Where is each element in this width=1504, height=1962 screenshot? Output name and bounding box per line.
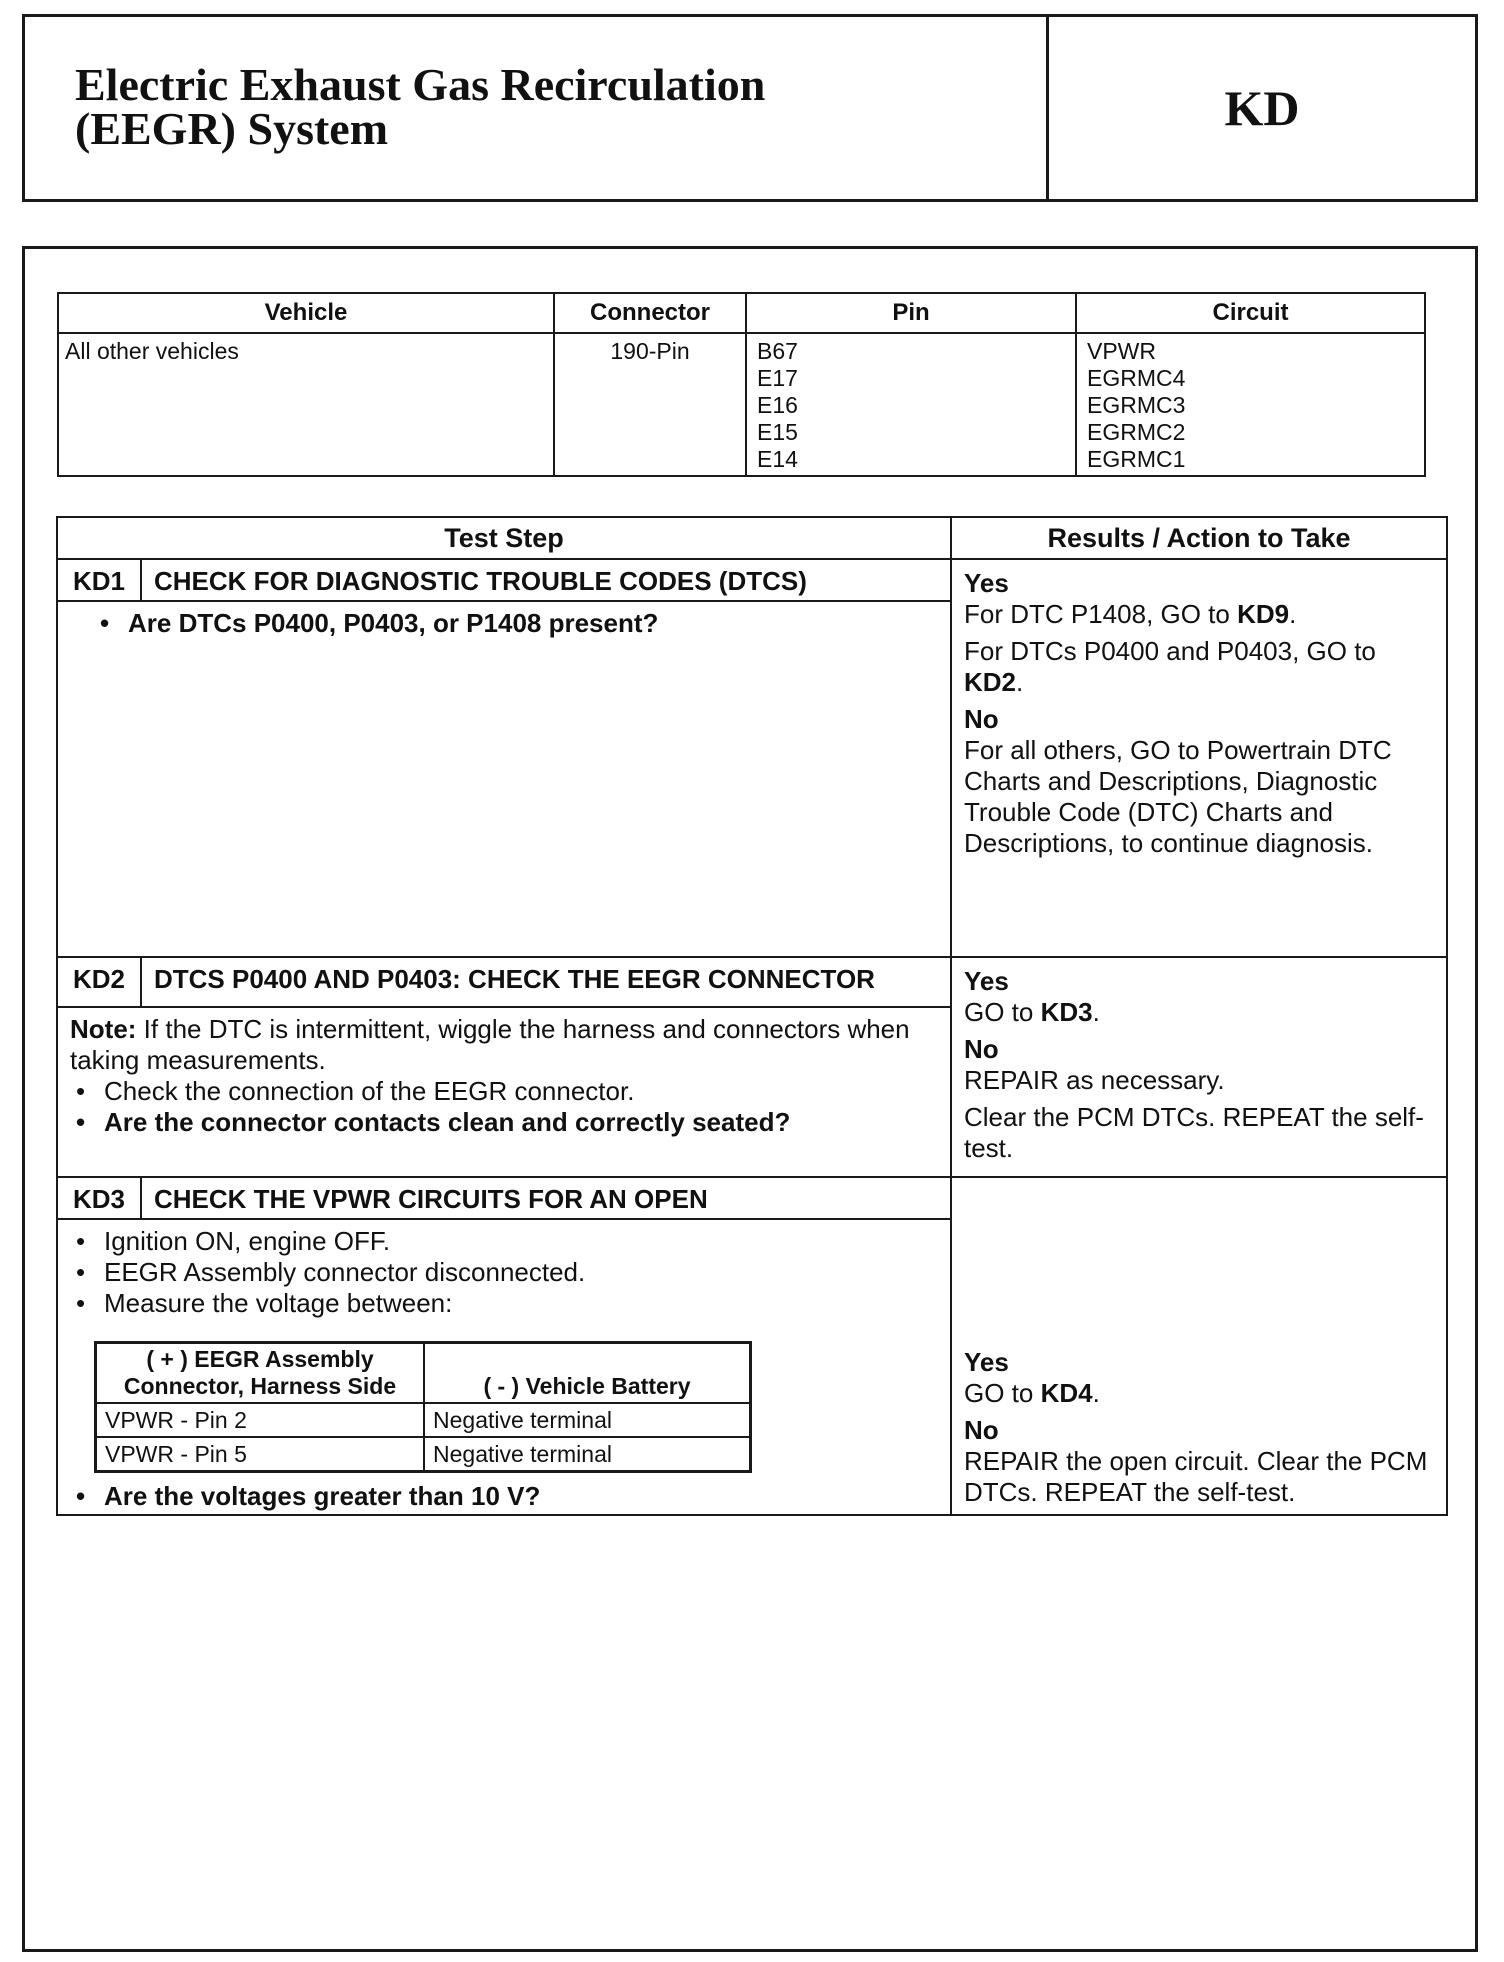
result-text: For DTCs P0400 and P0403, GO to KD2. bbox=[964, 636, 1376, 697]
result-text: For all others, GO to Powertrain DTC Charts and Descriptions, Diagnostic Trouble Code (DTC) Charts and Descriptions, to continue diagnosis. bbox=[964, 735, 1392, 858]
circuit-cell bbox=[1076, 333, 1425, 476]
step-body-kd3 bbox=[57, 1219, 951, 1515]
pin-value: B67 bbox=[757, 338, 798, 364]
step-bullets bbox=[70, 1481, 938, 1512]
step-ref-kd4: KD4 bbox=[1040, 1378, 1093, 1408]
step-kd2-title-row bbox=[57, 957, 1447, 1007]
step-bullets bbox=[70, 608, 938, 639]
step-bullet: • Measure the voltage between: bbox=[76, 1288, 938, 1319]
pin-cell bbox=[746, 333, 1076, 476]
step-ref-kd9: KD9 bbox=[1237, 599, 1290, 629]
header-results: Results / Action to Take bbox=[951, 517, 1447, 559]
page-title bbox=[75, 59, 1046, 154]
result-text: REPAIR as necessary. bbox=[964, 1065, 1225, 1095]
voltage-table-header bbox=[96, 1343, 751, 1404]
result-text: REPAIR the open circuit. Clear the PCM DTCs. REPEAT the self-test. bbox=[964, 1446, 1428, 1507]
result-kd3 bbox=[951, 1177, 1447, 1515]
circuit-value: VPWR bbox=[1087, 338, 1156, 364]
no-label: No bbox=[964, 1415, 999, 1445]
circuit-value: EGRMC1 bbox=[1087, 446, 1186, 472]
result-text: Clear the PCM DTCs. REPEAT the self-test. bbox=[964, 1102, 1424, 1163]
pin-value: E14 bbox=[757, 446, 798, 472]
no-label: No bbox=[964, 704, 999, 734]
step-bullets bbox=[70, 1076, 938, 1138]
result-kd2 bbox=[951, 957, 1447, 1177]
note-label: Note: bbox=[70, 1014, 137, 1045]
step-title-kd1: CHECK FOR DIAGNOSTIC TROUBLE CODES (DTCS) bbox=[141, 559, 951, 601]
step-bullet: • EEGR Assembly connector disconnected. bbox=[76, 1257, 938, 1288]
positive-cell: VPWR - Pin 2 bbox=[96, 1403, 425, 1437]
title-cell bbox=[25, 17, 1049, 199]
step-id-kd3: KD3 bbox=[57, 1177, 141, 1219]
title-line-1: Electric Exhaust Gas Recirculation bbox=[75, 59, 766, 110]
header-connector: Connector bbox=[554, 293, 746, 333]
header-negative: ( - ) Vehicle Battery bbox=[424, 1343, 751, 1404]
result-text: GO to KD4. bbox=[964, 1378, 1100, 1408]
no-label: No bbox=[964, 1034, 999, 1064]
step-kd3-title-row bbox=[57, 1177, 1447, 1219]
connector-cell: 190-Pin bbox=[554, 333, 746, 476]
step-question: • Are the connector contacts clean and correctly seated? bbox=[76, 1107, 938, 1138]
header-circuit: Circuit bbox=[1076, 293, 1425, 333]
pin-value: E16 bbox=[757, 392, 798, 418]
step-title-kd2: DTCS P0400 AND P0403: CHECK THE EEGR CONNECTOR bbox=[141, 957, 951, 1007]
circuit-value: EGRMC4 bbox=[1087, 365, 1186, 391]
section-code: KD bbox=[1224, 80, 1300, 136]
header-test-step: Test Step bbox=[57, 517, 951, 559]
step-title-kd3: CHECK THE VPWR CIRCUITS FOR AN OPEN bbox=[141, 1177, 951, 1219]
table-row bbox=[58, 333, 1425, 476]
step-id-kd2: KD2 bbox=[57, 957, 141, 1007]
connector-table bbox=[57, 292, 1426, 477]
result-text: For DTC P1408, GO to KD9. bbox=[964, 599, 1297, 629]
step-bullets bbox=[70, 1226, 938, 1319]
header-positive: ( + ) EEGR Assembly Connector, Harness Side bbox=[96, 1343, 425, 1404]
pin-value: E15 bbox=[757, 419, 798, 445]
test-steps-table bbox=[56, 516, 1448, 1516]
step-bullet: • Ignition ON, engine OFF. bbox=[76, 1226, 938, 1257]
voltage-table bbox=[94, 1341, 752, 1473]
table-row bbox=[96, 1437, 751, 1472]
step-body-kd1 bbox=[57, 601, 951, 957]
step-question: • Are the voltages greater than 10 V? bbox=[76, 1481, 938, 1512]
section-code-cell bbox=[1049, 17, 1475, 199]
steps-table-header bbox=[57, 517, 1447, 559]
table-row bbox=[96, 1403, 751, 1437]
yes-label: Yes bbox=[964, 568, 1009, 598]
circuit-value: EGRMC3 bbox=[1087, 392, 1186, 418]
negative-cell: Negative terminal bbox=[424, 1437, 751, 1472]
yes-label: Yes bbox=[964, 1347, 1009, 1377]
note-text: If the DTC is intermittent, wiggle the harness and connectors when taking measurements. bbox=[70, 1014, 910, 1076]
circuit-value: EGRMC2 bbox=[1087, 419, 1186, 445]
negative-cell: Negative terminal bbox=[424, 1403, 751, 1437]
connector-table-header bbox=[58, 293, 1425, 333]
result-text: GO to KD3. bbox=[964, 997, 1100, 1027]
step-bullet: • Check the connection of the EEGR connector. bbox=[76, 1076, 938, 1107]
step-question: • Are DTCs P0400, P0403, or P1408 present? bbox=[100, 608, 938, 639]
step-ref-kd3: KD3 bbox=[1040, 997, 1093, 1027]
result-kd1 bbox=[951, 559, 1447, 957]
step-kd1-title-row bbox=[57, 559, 1447, 601]
step-id-kd1: KD1 bbox=[57, 559, 141, 601]
header-pin: Pin bbox=[746, 293, 1076, 333]
vehicle-cell: All other vehicles bbox=[58, 333, 554, 476]
yes-label: Yes bbox=[964, 966, 1009, 996]
header-vehicle: Vehicle bbox=[58, 293, 554, 333]
step-ref-kd2: KD2 bbox=[964, 667, 1017, 697]
step-body-kd2 bbox=[57, 1007, 951, 1177]
positive-cell: VPWR - Pin 5 bbox=[96, 1437, 425, 1472]
page-header bbox=[22, 14, 1478, 202]
pin-value: E17 bbox=[757, 365, 798, 391]
title-line-2: (EEGR) System bbox=[75, 103, 389, 154]
step-note bbox=[70, 1014, 938, 1076]
